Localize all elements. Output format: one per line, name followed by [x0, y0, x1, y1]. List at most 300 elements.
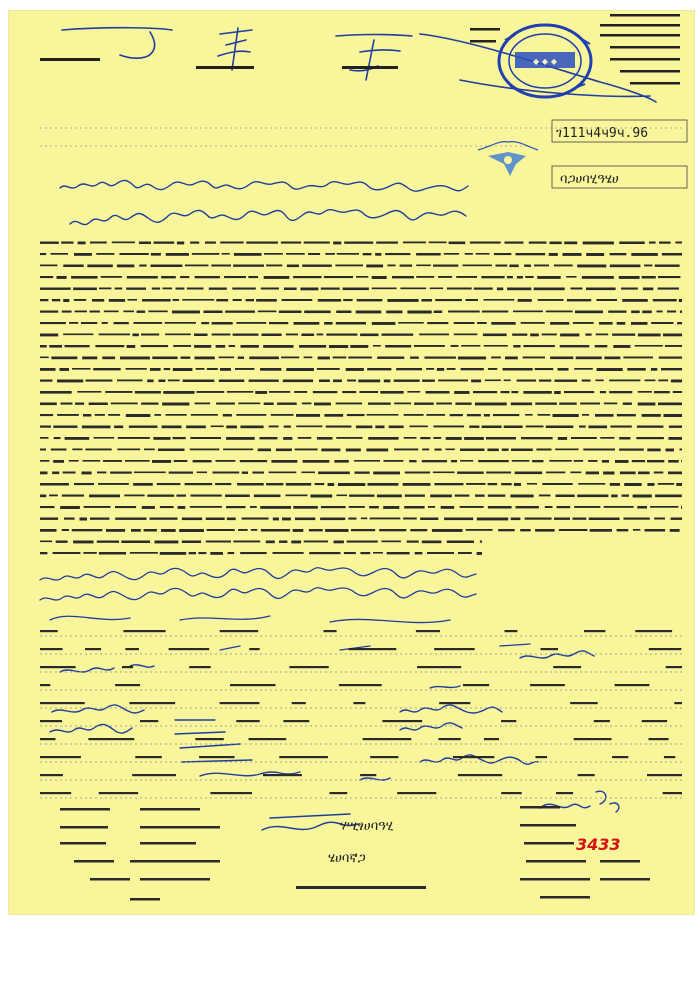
print-text-run: [455, 495, 470, 497]
print-text-run: [346, 449, 361, 452]
print-text-run: [258, 311, 277, 313]
print-text-run: [530, 334, 539, 337]
print-text-run: [444, 518, 473, 521]
print-text-run: [301, 334, 314, 337]
print-text-run: [168, 380, 180, 382]
form-caption-run: [615, 684, 650, 686]
print-text-run: [286, 368, 314, 371]
print-text-run: [380, 391, 403, 394]
print-text-run: [369, 506, 379, 508]
print-text-run: [604, 403, 617, 405]
print-text-run: [539, 495, 551, 497]
print-text-run: [49, 495, 58, 497]
print-text-run: [478, 460, 509, 462]
print-text-run: [447, 368, 456, 370]
form-caption-run: [339, 684, 382, 686]
print-text-run: [504, 426, 523, 429]
print-text-run: [69, 322, 78, 324]
print-text-run: [507, 288, 531, 291]
print-text-run: [521, 437, 553, 439]
print-text-run: [166, 414, 187, 416]
form-caption-run: [115, 684, 140, 686]
print-text-run: [357, 299, 383, 301]
print-text-run: [407, 391, 420, 393]
print-text-run: [454, 322, 475, 324]
print-text-run: [62, 311, 72, 313]
print-text-run: [40, 288, 71, 290]
print-text-run: [595, 345, 608, 347]
print-text-run: [556, 495, 575, 498]
print-text-run: [90, 242, 107, 244]
print-text-run: [622, 495, 629, 497]
print-text-run: [407, 541, 419, 543]
print-text-run: [638, 403, 656, 406]
form-caption-run: [289, 666, 328, 668]
print-text-run: [493, 414, 519, 416]
form-captions: [40, 630, 682, 794]
print-text-run: [195, 357, 215, 360]
print-text-run: [658, 288, 679, 290]
print-text-run: [599, 322, 613, 325]
print-text-run: [460, 506, 484, 508]
print-text-run: [680, 449, 683, 451]
print-text-run: [404, 437, 417, 439]
print-text-run: [486, 437, 516, 440]
print-text-run: [40, 380, 52, 382]
print-text-run: [356, 426, 372, 429]
print-text-run: [537, 276, 560, 279]
print-text-run: [638, 472, 650, 475]
print-text-run: [51, 449, 67, 451]
print-text-run: [471, 380, 481, 383]
print-text-run: [195, 403, 211, 405]
print-text-run: [286, 253, 305, 255]
form-caption-run: [40, 774, 63, 776]
print-text-run: [482, 426, 502, 429]
print-text-run: [117, 449, 140, 451]
print-text-run: [420, 518, 438, 521]
print-text-run: [463, 265, 492, 267]
print-text-run: [539, 380, 551, 382]
print-text-run: [82, 426, 111, 429]
print-text-run: [148, 311, 167, 313]
print-text-run: [75, 403, 84, 405]
print-text-run: [527, 483, 537, 485]
print-text-run: [163, 391, 194, 394]
form-caption-run: [501, 720, 516, 722]
print-text-run: [169, 472, 193, 474]
print-text-run: [121, 541, 150, 544]
print-text-run: [40, 541, 52, 543]
svg-text:◆ ◆ ◆: ◆ ◆ ◆: [532, 57, 558, 66]
print-text-run: [235, 368, 254, 370]
print-text-run: [318, 472, 350, 475]
print-text-run: [446, 449, 455, 451]
print-text-run: [120, 357, 150, 360]
print-text-run: [526, 426, 544, 428]
print-text-run: [570, 472, 581, 474]
print-text-run: [130, 552, 158, 554]
print-text-run: [185, 265, 209, 267]
print-text-run: [83, 460, 101, 462]
print-text-run: [336, 495, 347, 497]
print-text-run: [421, 299, 432, 302]
print-text-run: [470, 242, 501, 244]
print-text-run: [115, 506, 136, 508]
print-text-run: [201, 322, 209, 324]
print-text-run: [394, 403, 411, 405]
print-text-run: [505, 242, 524, 244]
print-text-run: [347, 380, 356, 382]
print-text-run: [377, 495, 402, 498]
print-text-run: [232, 288, 256, 290]
print-text-run: [40, 242, 59, 244]
print-text-run: [520, 529, 531, 531]
print-text-run: [261, 288, 279, 290]
print-text-run: [538, 299, 564, 301]
print-text-run: [460, 449, 484, 452]
print-text-run: [309, 552, 340, 554]
print-text-run: [574, 460, 583, 462]
form-caption-run: [283, 720, 309, 722]
print-text-run: [596, 334, 609, 336]
print-text-run: [363, 253, 372, 255]
print-text-run: [320, 518, 345, 521]
print-text-run: [219, 357, 235, 359]
print-text-run: [40, 483, 69, 486]
print-text-run: [295, 449, 318, 451]
print-text-run: [516, 253, 546, 255]
print-text-run: [460, 460, 473, 462]
print-text-run: [517, 380, 537, 382]
form-caption-run: [40, 630, 58, 632]
print-text-run: [317, 437, 333, 440]
print-text-run: [642, 276, 656, 279]
print-text-run: [590, 529, 612, 532]
form-caption-run: [195, 738, 224, 740]
print-text-run: [372, 288, 397, 290]
print-text-run: [114, 322, 129, 324]
print-text-run: [40, 414, 53, 416]
print-text-run: [513, 345, 520, 348]
print-text-run: [269, 426, 279, 428]
print-text-run: [264, 276, 290, 279]
print-text-run: [287, 265, 299, 268]
print-text-run: [655, 265, 680, 267]
print-text-run: [240, 426, 263, 429]
print-text-run: [87, 265, 113, 268]
print-text-run: [577, 495, 608, 498]
print-text-run: [65, 345, 90, 347]
print-text-run: [102, 322, 108, 324]
print-text-run: [638, 391, 652, 393]
print-text-run: [513, 311, 543, 313]
print-text-run: [454, 334, 478, 336]
print-text-run: [271, 460, 297, 463]
print-text-run: [260, 506, 291, 509]
print-text-run: [186, 426, 206, 429]
print-text-run: [310, 495, 332, 498]
print-text-run: [147, 495, 174, 497]
print-text-run: [546, 426, 574, 429]
form-caption-run: [122, 666, 133, 668]
form-caption-run: [397, 792, 436, 794]
print-text-run: [166, 253, 189, 256]
form-caption-run: [541, 648, 559, 650]
print-text-run: [643, 288, 653, 291]
print-text-run: [220, 242, 244, 244]
print-text-run: [448, 311, 480, 313]
print-text-run: [254, 495, 281, 498]
print-text-run: [191, 495, 222, 497]
print-text-run: [535, 529, 555, 532]
print-text-run: [671, 518, 682, 520]
print-text-run: [654, 518, 665, 520]
print-text-run: [658, 380, 668, 382]
print-text-run: [523, 391, 551, 394]
print-text-run: [269, 472, 297, 474]
print-text-run: [336, 311, 351, 314]
print-text-run: [549, 460, 571, 462]
print-text-run: [426, 391, 450, 394]
print-text-run: [40, 322, 66, 324]
print-text-run: [510, 495, 533, 498]
print-text-run: [536, 449, 551, 451]
print-text-run: [286, 334, 298, 336]
form-caption-run: [135, 756, 162, 758]
print-text-run: [387, 299, 418, 302]
print-text-run: [622, 299, 648, 302]
print-text-run: [60, 506, 80, 509]
print-text-run: [456, 276, 477, 278]
print-text-run: [343, 299, 352, 301]
form-caption-run: [123, 630, 165, 632]
form-caption-run: [649, 648, 682, 650]
print-text-run: [304, 541, 328, 543]
print-text-run: [559, 529, 588, 531]
print-text-run: [211, 265, 231, 267]
print-text-run: [209, 288, 227, 290]
print-text-run: [550, 357, 573, 360]
print-text-run: [261, 529, 290, 532]
print-text-run: [129, 426, 158, 428]
print-text-run: [337, 253, 359, 255]
form-caption-run: [416, 630, 440, 632]
print-text-run: [225, 495, 250, 498]
print-text-run: [227, 518, 236, 521]
signature-3: [336, 35, 412, 81]
form-caption-run: [570, 702, 598, 704]
print-text-run: [667, 311, 676, 313]
print-text-run: [627, 368, 646, 371]
print-text-run: [120, 253, 149, 255]
form-caption-run: [349, 648, 397, 650]
print-text-run: [370, 518, 401, 520]
print-text-run: [115, 518, 146, 520]
print-text-run: [241, 345, 259, 348]
print-text-run: [554, 265, 573, 267]
print-text-run: [97, 472, 106, 474]
print-text-run: [415, 552, 423, 554]
print-text-run: [72, 529, 103, 531]
print-text-run: [285, 495, 307, 497]
print-text-run: [582, 414, 589, 416]
print-text-run: [650, 506, 678, 508]
print-text-run: [494, 253, 511, 255]
print-text-run: [84, 506, 111, 508]
print-text-run: [98, 483, 129, 485]
print-text-run: [571, 437, 597, 439]
print-text-run: [435, 483, 464, 485]
form-caption-run: [85, 648, 101, 650]
print-text-run: [664, 414, 683, 417]
print-text-run: [106, 529, 125, 532]
print-text-run: [260, 368, 281, 371]
print-text-run: [264, 403, 274, 406]
print-text-run: [475, 403, 507, 406]
print-text-run: [308, 253, 320, 255]
print-text-run: [535, 368, 554, 370]
print-text-run: [529, 242, 547, 244]
print-text-run: [291, 541, 301, 544]
print-text-run: [152, 288, 160, 290]
print-text-run: [576, 357, 602, 360]
print-text-run: [480, 541, 482, 543]
print-text-run: [127, 276, 158, 279]
form-caption-run: [353, 702, 365, 704]
print-text-run: [647, 483, 654, 486]
print-text-run: [57, 380, 83, 383]
print-text-run: [426, 368, 434, 370]
print-text-run: [349, 506, 365, 508]
print-text-run: [182, 518, 202, 521]
print-text-run: [101, 276, 122, 278]
form-caption-run: [505, 630, 518, 632]
print-text-run: [501, 483, 512, 485]
print-text-run: [451, 345, 459, 347]
print-text-run: [617, 414, 636, 416]
print-text-run: [173, 368, 193, 371]
print-text-run: [181, 357, 191, 359]
print-text-run: [535, 403, 557, 405]
print-text-run: [407, 311, 431, 314]
print-text-run: [40, 449, 46, 451]
print-text-run: [416, 265, 431, 267]
print-text-run: [560, 345, 590, 347]
print-text-run: [240, 552, 267, 554]
print-text-run: [333, 380, 342, 383]
print-text-run: [284, 426, 291, 428]
print-text-run: [162, 426, 182, 429]
print-text-run: [125, 460, 150, 462]
print-text-run: [109, 299, 125, 302]
print-text-run: [542, 334, 557, 336]
print-text-run: [596, 299, 617, 301]
print-text-run: [367, 414, 399, 416]
print-text-run: [638, 334, 661, 337]
print-text-run: [223, 449, 253, 451]
print-text-run: [382, 334, 414, 336]
form-caption-run: [88, 738, 134, 740]
print-text-run: [206, 518, 225, 521]
print-text-run: [534, 288, 565, 291]
print-text-run: [631, 253, 658, 256]
form-handwriting: [50, 651, 619, 812]
form-caption-run: [663, 792, 682, 794]
print-text-run: [436, 403, 452, 405]
print-text-run: [481, 276, 504, 278]
print-text-run: [451, 460, 457, 462]
print-text-run: [671, 380, 682, 383]
print-text-run: [347, 414, 365, 416]
print-text-run: [617, 322, 626, 325]
print-text-run: [177, 242, 184, 245]
print-text-run: [372, 322, 396, 325]
print-text-run: [142, 299, 171, 302]
print-text-run: [172, 311, 200, 314]
print-text-run: [511, 403, 532, 406]
print-text-run: [63, 472, 76, 474]
print-text-run: [512, 460, 530, 462]
print-text-run: [435, 299, 462, 301]
print-text-run: [63, 265, 83, 268]
print-text-run: [675, 242, 682, 244]
print-text-run: [441, 506, 455, 509]
print-text-run: [154, 242, 175, 244]
form-caption-run: [125, 648, 138, 650]
print-text-run: [233, 541, 260, 543]
print-text-run: [611, 495, 617, 498]
print-text-run: [114, 426, 123, 429]
print-text-run: [465, 253, 473, 255]
print-text-run: [176, 495, 186, 497]
print-text-run: [266, 265, 282, 267]
print-text-run: [424, 357, 456, 359]
print-text-run: [154, 414, 161, 416]
print-text-run: [233, 265, 264, 267]
print-text-run: [525, 276, 533, 278]
print-text-run: [567, 299, 591, 301]
print-text-run: [623, 357, 653, 359]
print-text-run: [677, 322, 682, 324]
print-text-run: [642, 311, 652, 314]
print-text-run: [139, 265, 146, 267]
handwritten-heading: [60, 180, 468, 224]
print-text-run: [668, 460, 679, 463]
print-text-run: [428, 506, 435, 508]
print-text-run: [366, 449, 388, 452]
print-text-run: [521, 322, 545, 324]
print-text-run: [438, 380, 468, 382]
form-caption-run: [612, 756, 628, 758]
print-text-run: [604, 357, 620, 360]
form-caption-run: [417, 666, 461, 668]
print-text-run: [173, 299, 180, 301]
print-text-run: [344, 552, 356, 554]
form-caption-run: [439, 738, 461, 740]
print-text-run: [603, 472, 614, 475]
print-text-run: [61, 403, 73, 405]
print-text-run: [619, 437, 630, 440]
print-text-run: [165, 334, 191, 336]
print-text-run: [589, 426, 608, 429]
print-text-run: [392, 276, 414, 278]
print-text-run: [433, 265, 458, 267]
print-text-run: [216, 403, 235, 405]
reference-number-bottom: ሃሢፃሀባዓሂ: [340, 819, 394, 834]
print-text-run: [40, 265, 57, 267]
print-text-run: [553, 414, 579, 417]
